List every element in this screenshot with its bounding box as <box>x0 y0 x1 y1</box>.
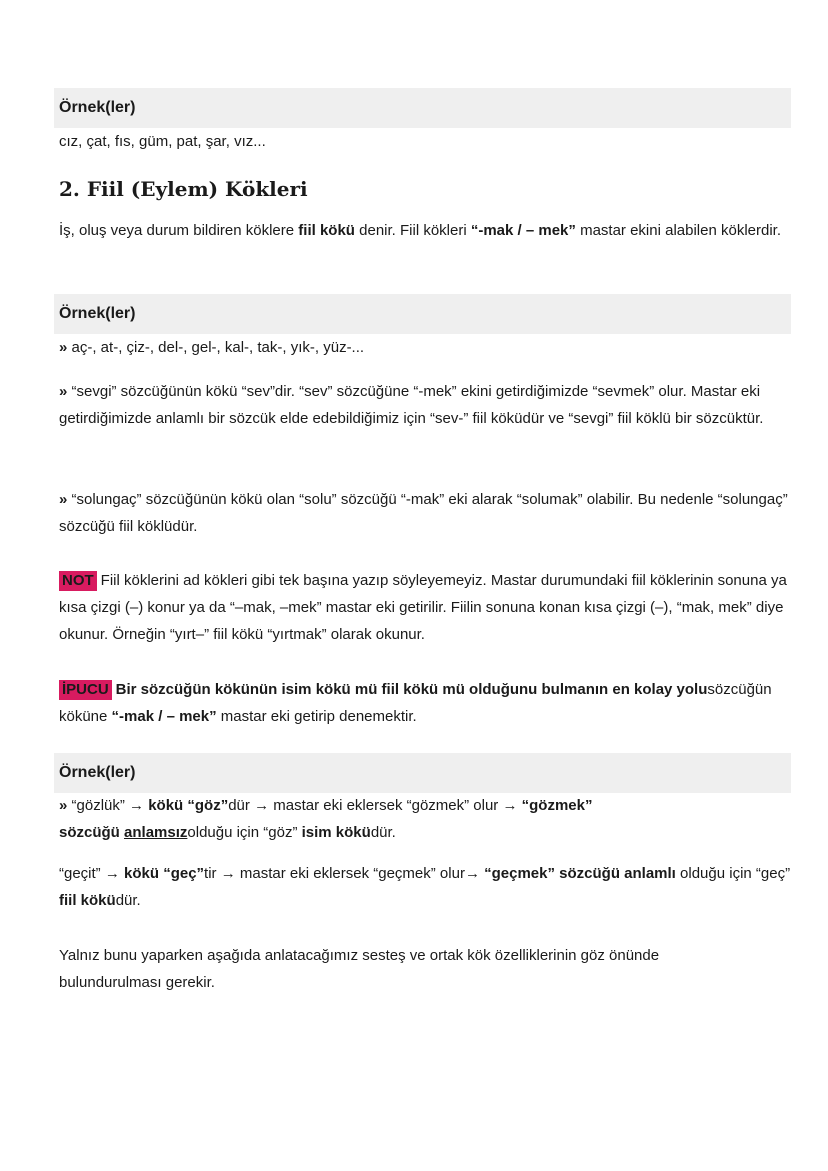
sevgi-example: » “sevgi” sözcüğünün kökü “sev”dir. “sev” sözcüğüne “-mek” ekini getirdiğimizde “sevmek” olur. Mastar eki getirdiğimizde anlamlı bir sözcük elde edebildiğimiz için “sev-” fiil köküdür ve “sevgi” fiil köklü bir sözcüktür. <box>59 383 764 427</box>
note-paragraph: NOT Fiil köklerini ad kökleri gibi tek başına yazıp söyleyemeyiz. Mastar durumundaki fiil köklerinin sonuna ya kısa çizgi (–) konur ya da “–mak, –mek” mastar eki getirilir. Fiilin sonuna konan kısa çizgi (–), “mak, mek” diye okunur. Örneğin “yırt–” fiil kökü “yırtmak” olarak okunur. <box>59 572 787 643</box>
tip-tag: İPUCU <box>59 680 112 700</box>
example-heading-3: Örnek(ler) <box>54 753 791 793</box>
example-heading-1: Örnek(ler) <box>54 88 791 128</box>
closing-paragraph: Yalnız bunu yaparken aşağıda anlatacağımız sesteş ve ortak kök özelliklerinin göz önünde bulundurulması gerekir. <box>59 947 660 991</box>
definition-paragraph: İş, oluş veya durum bildiren köklere fiil kökü denir. Fiil kökleri “-mak / – mek” mastar ekini alabilen köklerdir. <box>59 222 781 239</box>
gozluk-example: » “gözlük” → kökü “göz”dür → mastar eki eklersek “gözmek” olur → “gözmek” sözcüğü anlamsızolduğu için “göz” isim köküdür. <box>59 797 593 841</box>
solungac-example: » “solungaç” sözcüğünün kökü olan “solu” sözcüğü “-mak” eki alarak “solumak” olabilir. Bu nedenle “solungaç” sözcüğü fiil köklüdür. <box>59 491 788 535</box>
section-title: 2. Fiil (Eylem) Kökleri <box>59 177 308 201</box>
gecit-example: “geçit” → kökü “geç”tir → mastar eki eklersek “geçmek” olur→ “geçmek” sözcüğü anlamlı olduğu için “geç” fiil köküdür. <box>59 865 791 909</box>
verb-examples: » aç-, at-, çiz-, del-, gel-, kal-, tak-, yık-, yüz-... <box>59 339 365 356</box>
onomatopoeia-examples: cız, çat, fıs, güm, pat, şar, vız... <box>59 133 266 150</box>
tip-paragraph: İPUCU Bir sözcüğün kökünün isim kökü mü fiil kökü mü olduğunu bulmanın en kolay yolusözcüğün köküne “-mak / – mek” mastar eki getirip denemektir. <box>59 681 772 725</box>
note-tag: NOT <box>59 571 97 591</box>
example-heading-2: Örnek(ler) <box>54 294 791 334</box>
